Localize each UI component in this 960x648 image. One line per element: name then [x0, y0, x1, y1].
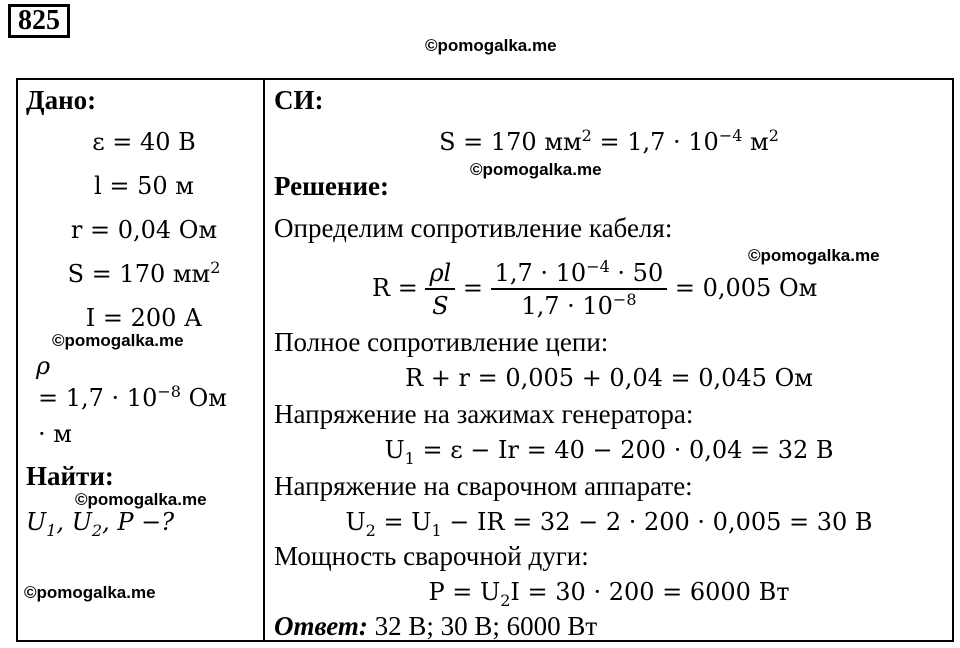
- find-values: $U_1$, $U_2$, P −?: [26, 508, 175, 540]
- watermark-bottom: ©pomogalka.me: [24, 583, 156, 602]
- column-divider: [263, 78, 265, 642]
- solution-line-resistance: Определим сопротивление кабеля:: [274, 213, 673, 243]
- solution-line-power: Мощность сварочной дуги:: [274, 541, 589, 571]
- given-rho-value: = $1,7 \cdot 10^{-8}$ Ом: [38, 382, 227, 412]
- given-i: I = 200 А: [85, 304, 203, 332]
- solution-line-welder: Напряжение на сварочном аппарате:: [274, 471, 693, 501]
- given-rho-symbol: ρ: [36, 352, 51, 380]
- equation-power: $P = U_2I = 30 \cdot 200 = 6000$ Вт: [428, 578, 790, 610]
- watermark-given: ©pomogalka.me: [52, 331, 184, 350]
- answer: Ответ: 32 В; 30 В; 6000 Вт: [274, 611, 598, 641]
- si-conversion: S = 170 $мм^2 = 1,7 \cdot 10^{-4}$ $м^2$: [439, 126, 779, 156]
- find-heading: Найти:: [26, 461, 114, 491]
- problem-number: 825: [8, 4, 70, 38]
- solution-heading: Решение:: [274, 171, 389, 201]
- solution-line-generator: Напряжение на зажимах генератора:: [274, 399, 694, 429]
- watermark-top: ©pomogalka.me: [425, 36, 557, 55]
- given-l: l = 50 м: [94, 172, 194, 200]
- watermark-si: ©pomogalka.me: [470, 160, 602, 179]
- watermark-find: ©pomogalka.me: [75, 490, 207, 509]
- given-eps: ε = 40 В: [92, 128, 196, 156]
- watermark-solution: ©pomogalka.me: [748, 246, 880, 265]
- si-heading: СИ:: [274, 85, 324, 115]
- solution-line-total: Полное сопротивление цепи:: [274, 327, 609, 357]
- given-r: r = 0,04 Ом: [70, 216, 218, 244]
- given-s: S = 170 $мм^2$: [67, 258, 221, 288]
- given-heading: Дано:: [26, 85, 97, 115]
- equation-u1: $U_1 = \varepsilon - Ir = 40 - 200 \cdot 0,04 = 32$ В: [384, 436, 834, 468]
- equation-resistance: R = $\frac{\rho l}{S}$ = $\frac{1,7 \cdot 10^{-4} \cdot 50}{1,7 \cdot 10^{-8}}$ = 0,005 Ом: [372, 256, 818, 320]
- equation-u2: $U_2 = U_1$ − IR = 32 − 2 · 200 · 0,005 = 30 В: [345, 508, 873, 540]
- given-rho-unit: · м: [38, 420, 72, 448]
- equation-total: R + r = 0,005 + 0,04 = 0,045 Ом: [405, 364, 813, 392]
